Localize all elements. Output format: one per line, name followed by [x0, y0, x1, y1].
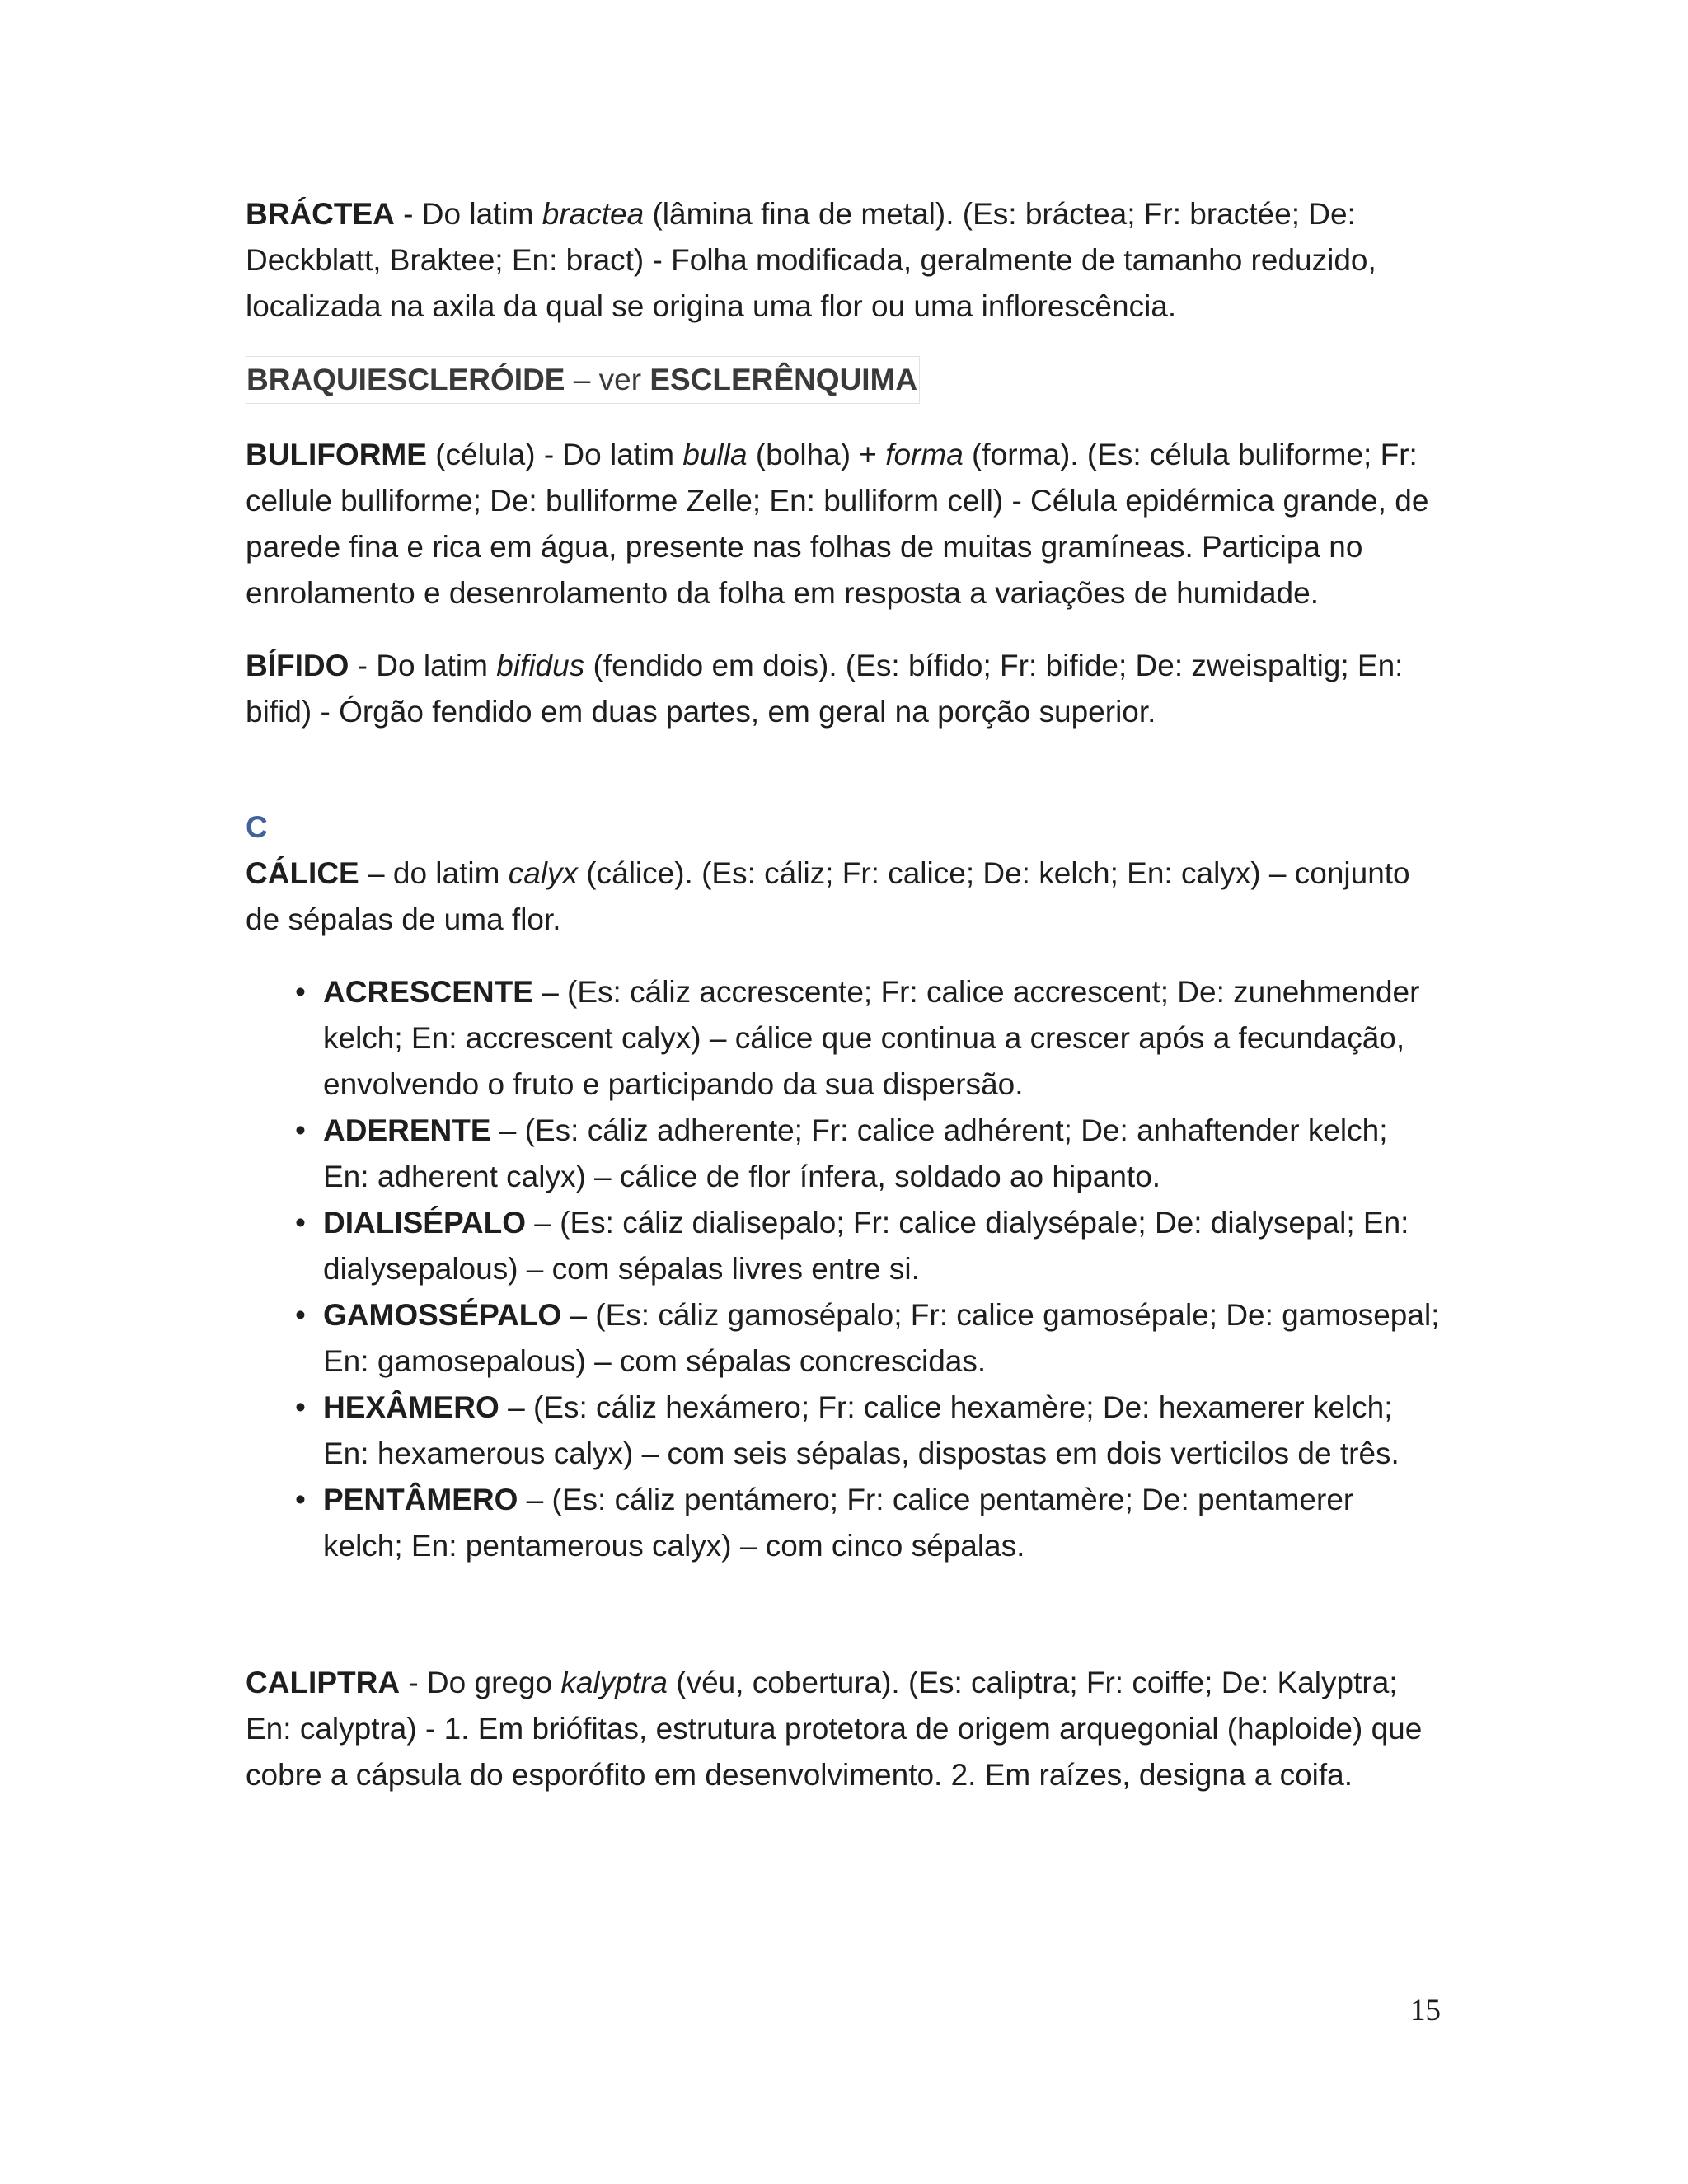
- entry-term: BRÁCTEA: [246, 197, 395, 231]
- bullet-icon: •: [295, 1483, 306, 1516]
- list-item: • PENTÂMERO – (Es: cáliz pentámero; Fr: calice pentamère; De: pentamerer kelch; En: pentamerous calyx) – com cinco sépalas.: [323, 1477, 1441, 1569]
- cross-reference-braquiescleroide: BRAQUIESCLERÓIDE – ver ESCLERÊNQUIMA: [246, 356, 920, 404]
- entry-bractea: BRÁCTEA - Do latim bractea (lâmina fina de metal). (Es: bráctea; Fr: bractée; De: Deckblatt, Braktee; En: bract) - Folha modificada, geralmente de tamanho reduzido, localizada na axila da qual se origina uma flor ou uma inflorescência.: [246, 197, 1376, 323]
- list-item: • ACRESCENTE – (Es: cáliz accrescente; Fr: calice accrescent; De: zunehmender kelch; En: accrescent calyx) – cálice que continua a crescer após a fecundação, envolvendo o fruto e participando da sua dispersão.: [323, 969, 1441, 1108]
- bullet-icon: •: [295, 1113, 306, 1147]
- calice-types-list: [246, 969, 1441, 1569]
- entry-term: CÁLICE: [246, 856, 359, 890]
- entry-bifido: BÍFIDO - Do latim bifidus (fendido em dois). (Es: bífido; Fr: bifide; De: zweispaltig; En: bifid) - Órgão fendido em duas partes, em geral na porção superior.: [246, 649, 1404, 729]
- entry-calice: CÁLICE – do latim calyx (cálice). (Es: cáliz; Fr: calice; De: kelch; En: calyx) – conjunto de sépalas de uma flor.: [246, 856, 1410, 936]
- bullet-icon: •: [295, 1298, 306, 1332]
- entry-buliforme: BULIFORME (célula) - Do latim bulla (bolha) + forma (forma). (Es: célula buliforme; Fr: cellule bulliforme; De: bulliforme Zelle; En: bulliform cell) - Célula epidérmica grande, de parede fina e rica em água, presente nas folhas de muitas gramíneas. Participa no enrolamento e desenrolamento da folha em resposta a variações de humidade.: [246, 438, 1429, 610]
- entry-term: BÍFIDO: [246, 649, 349, 682]
- list-item: • GAMOSSÉPALO – (Es: cáliz gamosépalo; Fr: calice gamosépale; De: gamosepal; En: gamosepalous) – com sépalas concrescidas.: [323, 1292, 1441, 1385]
- list-item: • HEXÂMERO – (Es: cáliz hexámero; Fr: calice hexamère; De: hexamerer kelch; En: hexamerous calyx) – com seis sépalas, dispostas em dois verticilos de três.: [323, 1385, 1441, 1477]
- entry-caliptra: CALIPTRA - Do grego kalyptra (véu, cobertura). (Es: caliptra; Fr: coiffe; De: Kalyptra; En: calyptra) - 1. Em briófitas, estrutura protetora de origem arquegonial (haploide) que cobre a cápsula do esporófito em desenvolvimento. 2. Em raízes, designa a coifa.: [246, 1666, 1423, 1792]
- list-item: • ADERENTE – (Es: cáliz adherente; Fr: calice adhérent; De: anhaftender kelch; En: adherent calyx) – cálice de flor ínfera, soldado ao hipanto.: [323, 1108, 1441, 1200]
- xref-target: ESCLERÊNQUIMA: [649, 363, 918, 396]
- document-page: [246, 191, 1441, 1798]
- page-number: 15: [1410, 1994, 1441, 2027]
- xref-term: BRAQUIESCLERÓIDE: [246, 363, 565, 396]
- list-item: • DIALISÉPALO – (Es: cáliz dialisepalo; Fr: calice dialysépale; De: dialysepal; En: dialysepalous) – com sépalas livres entre si.: [323, 1200, 1441, 1292]
- section-heading-c: C: [246, 810, 268, 844]
- bullet-icon: •: [295, 1390, 306, 1424]
- bullet-icon: •: [295, 975, 306, 1009]
- bullet-icon: •: [295, 1206, 306, 1240]
- entry-term: BULIFORME: [246, 438, 427, 471]
- entry-term: CALIPTRA: [246, 1666, 401, 1699]
